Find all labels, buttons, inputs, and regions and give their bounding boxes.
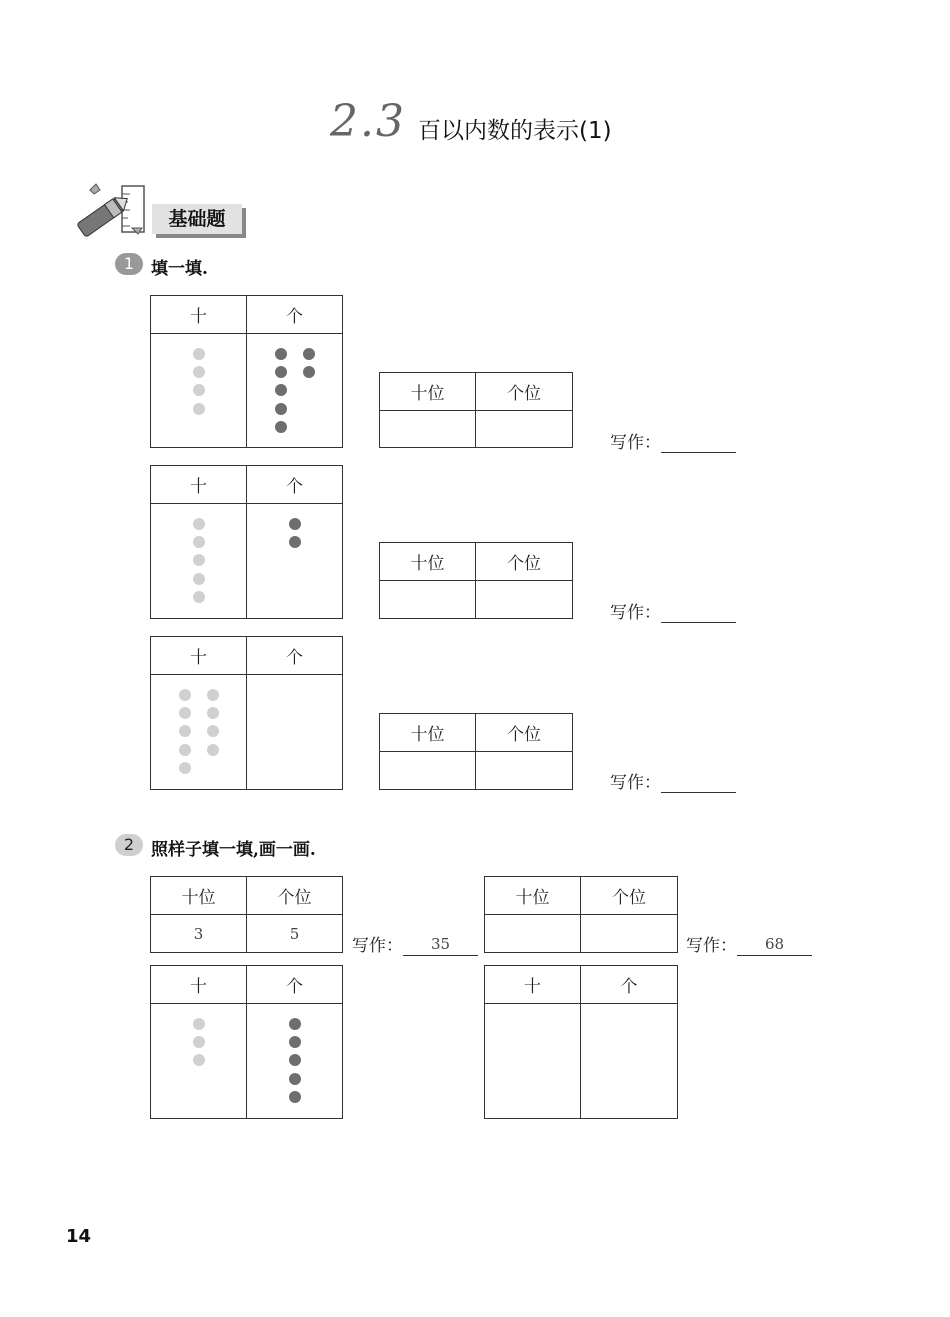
tens-place-header: 十位 <box>380 373 476 411</box>
ones-column <box>247 1004 343 1119</box>
write-answer-blank[interactable] <box>661 772 736 793</box>
ones-header: 个 <box>247 637 343 675</box>
tens-place-header: 十位 <box>380 714 476 752</box>
question-2-title: 照样子填一填,画一画. <box>151 840 316 860</box>
tens-bead <box>193 573 205 585</box>
tens-bead <box>207 689 219 701</box>
write-as-2 <box>610 598 736 623</box>
ones-place-header: 个位 <box>581 877 678 915</box>
tens-header: 十 <box>151 296 247 334</box>
write-as-label: 写作： <box>610 603 661 623</box>
pencil-ruler-icon <box>72 180 152 240</box>
ones-answer-cell[interactable] <box>476 411 573 448</box>
ones-answer-cell[interactable] <box>476 581 573 619</box>
tens-header: 十 <box>151 637 247 675</box>
write-answer-blank[interactable] <box>661 432 736 453</box>
tens-bead <box>193 1018 205 1030</box>
ones-bead <box>275 348 287 360</box>
place-value-table-2 <box>379 542 573 619</box>
tens-answer-cell[interactable] <box>380 411 476 448</box>
tens-bead <box>193 384 205 396</box>
ones-place-header: 个位 <box>476 373 573 411</box>
example-write-as <box>352 931 478 956</box>
tens-column <box>151 504 247 619</box>
ones-bead <box>303 348 315 360</box>
abacus-table-2 <box>150 465 343 619</box>
task-ones-answer-cell[interactable] <box>581 915 678 953</box>
ones-header: 个 <box>247 966 343 1004</box>
tens-bead <box>179 744 191 756</box>
tens-place-header: 十位 <box>151 877 247 915</box>
ones-bead <box>275 366 287 378</box>
abacus-table-3 <box>150 636 343 790</box>
abacus-table-1 <box>150 295 343 448</box>
task-tens-draw-area[interactable] <box>485 1004 581 1119</box>
tens-bead <box>193 1054 205 1066</box>
ones-bead <box>289 518 301 530</box>
write-as-1 <box>610 428 736 453</box>
tens-bead <box>179 762 191 774</box>
tens-bead <box>207 725 219 737</box>
tens-bead <box>193 403 205 415</box>
tens-bead <box>179 725 191 737</box>
example-written-value: 35 <box>403 935 478 956</box>
ones-bead <box>289 1018 301 1030</box>
tens-bead <box>179 707 191 719</box>
question-1-title: 填一填. <box>151 259 208 279</box>
example-tens-value: 3 <box>151 915 247 953</box>
task-place-value-table <box>484 876 678 953</box>
ones-bead <box>289 1073 301 1085</box>
task-write-as <box>686 931 812 956</box>
tens-bead <box>193 591 205 603</box>
task-written-value: 68 <box>737 935 812 956</box>
tens-place-header: 十位 <box>380 543 476 581</box>
page-number: 14 <box>66 1226 92 1247</box>
tens-column <box>151 675 247 790</box>
write-as-label: 写作： <box>686 936 737 956</box>
tens-bead <box>207 744 219 756</box>
ones-bead <box>289 536 301 548</box>
task-abacus-table <box>484 965 678 1119</box>
tens-column <box>151 334 247 448</box>
ones-column <box>247 334 343 448</box>
ones-answer-cell[interactable] <box>476 752 573 790</box>
place-value-table-3 <box>379 713 573 790</box>
task-tens-answer-cell[interactable] <box>485 915 581 953</box>
tens-bead <box>193 348 205 360</box>
write-as-label: 写作： <box>610 433 661 453</box>
ones-place-header: 个位 <box>476 714 573 752</box>
ones-column <box>247 504 343 619</box>
ones-place-header: 个位 <box>247 877 343 915</box>
tens-column <box>151 1004 247 1119</box>
section-number: 2.3 <box>330 96 406 147</box>
example-place-value-table <box>150 876 343 953</box>
section-title: 百以内数的表示(1) <box>418 118 612 144</box>
tens-bead <box>193 366 205 378</box>
tens-header: 十 <box>485 966 581 1004</box>
question-2-number: 2 <box>115 834 143 856</box>
tens-place-header: 十位 <box>485 877 581 915</box>
tens-bead <box>193 536 205 548</box>
ones-header: 个 <box>581 966 678 1004</box>
tens-bead <box>193 554 205 566</box>
ones-bead <box>289 1054 301 1066</box>
ones-place-header: 个位 <box>476 543 573 581</box>
tens-bead <box>179 689 191 701</box>
ones-bead <box>289 1036 301 1048</box>
tens-header: 十 <box>151 966 247 1004</box>
ones-bead <box>275 403 287 415</box>
ones-column <box>247 675 343 790</box>
tens-answer-cell[interactable] <box>380 752 476 790</box>
ones-header: 个 <box>247 296 343 334</box>
tens-bead <box>207 707 219 719</box>
place-value-table-1 <box>379 372 573 448</box>
basic-problems-label: 基础题 <box>152 204 242 234</box>
ones-header: 个 <box>247 466 343 504</box>
ones-bead <box>303 366 315 378</box>
write-as-label: 写作： <box>352 936 403 956</box>
ones-bead <box>275 384 287 396</box>
tens-header: 十 <box>151 466 247 504</box>
example-abacus-table <box>150 965 343 1119</box>
write-as-label: 写作： <box>610 773 661 793</box>
task-ones-draw-area[interactable] <box>581 1004 678 1119</box>
tens-bead <box>193 1036 205 1048</box>
write-answer-blank[interactable] <box>661 602 736 623</box>
question-1-number: 1 <box>115 253 143 275</box>
write-as-3 <box>610 768 736 793</box>
ones-bead <box>275 421 287 433</box>
tens-answer-cell[interactable] <box>380 581 476 619</box>
ones-bead <box>289 1091 301 1103</box>
example-ones-value: 5 <box>247 915 343 953</box>
tens-bead <box>193 518 205 530</box>
